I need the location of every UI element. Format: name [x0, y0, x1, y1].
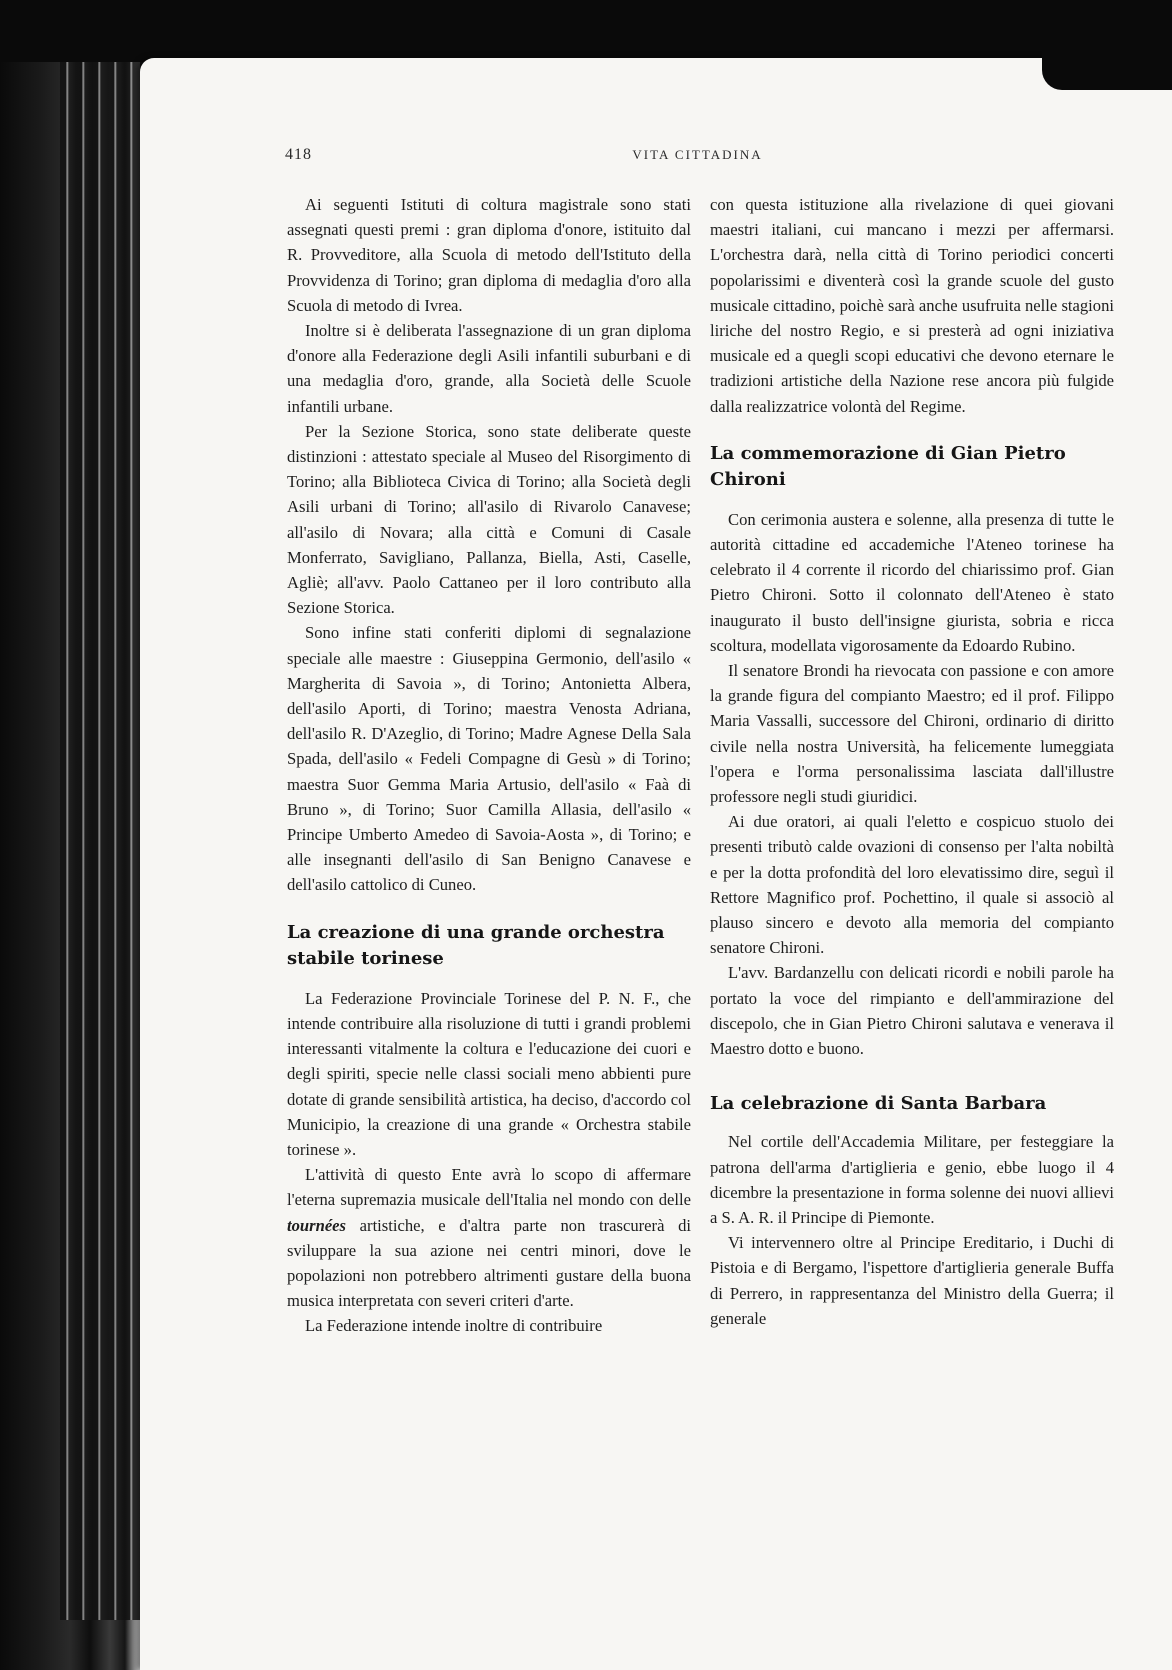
paragraph: Vi intervennero oltre al Principe Ereditario, i Duchi di Pistoia e di Bergamo, l'ispettore d'artiglieria generale Buffa di Perrero, in rappresentanza del Ministro della Guerra; il generale	[710, 1233, 1114, 1328]
paragraph: La Federazione Provinciale Torinese del P. N. F., che intende contribuire alla risoluzione di tutti i grandi problemi interessanti vitalmente la coltura e l'educazione dei cuori e degli spiriti, specie nelle classi sociali meno abbienti pure dotate di grande sensibilità artistica, ha deciso, d'accordo col Municipio, la creazione di una grande « Orchestra stabile torinese ».	[287, 988, 691, 1159]
section-heading: La celebrazione di Santa Barbara	[710, 1093, 1047, 1115]
running-title: VITA CITTADINA	[632, 147, 763, 162]
paragraph: Con cerimonia austera e solenne, alla presenza di tutte le autorità cittadine ed accademiche l'Ateneo torinese ha celebrato il 4 corrente il ricordo del chiarissimo prof. Gian Pietro Chironi. Sotto il colonnato dell'Ateneo è stato inaugurato il busto dell'insigne giurista, sobria e ricca scoltura, modellata vigorosamente da Edoardo Rubino.	[710, 509, 1114, 655]
section-heading: La creazione di una grande orchestra stabile torinese	[287, 921, 665, 969]
page-header	[285, 146, 1110, 166]
paragraph: Inoltre si è deliberata l'assegnazione di un gran diploma d'onore alla Federazione degli Asili infantili suburbani e di una medaglia d'oro, grande, alla Società delle Scuole infantili urbane.	[287, 321, 691, 416]
scan-corner-shadow	[1042, 50, 1172, 90]
paragraph: Nel cortile dell'Accademia Militare, per festeggiare la patrona dell'arma d'artiglieria e genio, ebbe luogo il 4 dicembre la presentazione in forma solenne dei nuovi allievi a S. A. R. il Principe di Piemonte.	[710, 1132, 1114, 1227]
paragraph: Per la Sezione Storica, sono state deliberate queste distinzioni : attestato speciale al Museo del Risorgimento di Torino; alla Biblioteca Civica di Torino; alla Società degli Asili urbani di Torino; all'asilo di Rivarolo Canavese; all'asilo di Novara; alla città e Comuni di Casale Monferrato, Savigliano, Pallanza, Biella, Asti, Caselle, Agliè; all'avv. Paolo Cattaneo per il loro contributo alla Sezione Storica.	[287, 421, 691, 618]
paragraph: Ai due oratori, ai quali l'eletto e cospicuo stuolo dei presenti tributò calde ovazioni di consenso per l'alta nobiltà e per la dotta profondità del loro elevatissimo dire, seguì il Rettore Magnifico prof. Pochettino, il quale si associò al plauso sincero e devoto alla memoria del compianto senatore Chironi.	[710, 812, 1114, 958]
paragraph: Sono infine stati conferiti diplomi di segnalazione speciale alle maestre : Giuseppina Germonio, dell'asilo « Margherita di Savoia », di Torino; Antonietta Albera, dell'asilo Aporti, di Torino; maestra Venosta Adriana, dell'asilo R. D'Azeglio, di Torino; Madre Agnese Della Sala Spada, dell'asilo « Fedeli Compagne di Gesù » di Torino; maestra Suor Gemma Maria Artusio, dell'asilo « Faà di Bruno », di Torino; Suor Camilla Allasia, dell'asilo « Principe Umberto Amedeo di Savoia-Aosta », di Torino; e alle insegnanti dell'asilo di San Benigno Canavese e dell'asilo cattolico di Cuneo.	[287, 623, 691, 895]
page-stack-edges	[60, 60, 145, 1620]
paragraph-text: artistiche, e d'altra parte non trascurerà di sviluppare la sua azione nei centri minori, dove le popolazioni non potrebbero altrimenti gustare della buona musica interpretata con severi criteri d'arte.	[287, 1215, 691, 1311]
section-heading: La commemorazione di Gian Pietro Chironi	[710, 442, 1066, 490]
paragraph: Il senatore Brondi ha rievocata con passione e con amore la grande figura del compianto Maestro; ed il prof. Filippo Maria Vassalli, successore del Chironi, ordinario di diritto civile nella nostra Università, ha felicemente lumeggiata l'opera e l'orma personalissima lasciata dall'illustre professore negli studi giuridici.	[710, 661, 1114, 807]
page-number: 418	[285, 146, 312, 163]
paragraph-text: L'attività di questo Ente avrà lo scopo di affermare l'eterna supremazia musicale dell'Italia nel mondo con delle	[287, 1165, 691, 1210]
paragraph: La Federazione intende inoltre di contribuire	[305, 1316, 603, 1336]
scan-top-border	[0, 0, 1172, 62]
italic-term: tournées	[287, 1215, 347, 1235]
paragraph	[287, 1162, 691, 1313]
left-column	[287, 192, 691, 1339]
paragraph: Ai seguenti Istituti di coltura magistrale sono stati assegnati questi premi : gran diploma d'onore, istituito dal R. Provveditore, alla Scuola di metodo dell'Istituto della Provvidenza di Torino; gran diploma di medaglia d'oro alla Scuola di metodo di Ivrea.	[287, 195, 691, 315]
paragraph: con questa istituzione alla rivelazione di quei giovani maestri italiani, cui mancano i mezzi per affermarsi. L'orchestra darà, nella città di Torino periodici concerti popolarissimi e diventerà così la grande scuole del gusto musicale cittadino, poichè sarà anche usufruita nelle stagioni liriche del nostro Regio, e si presterà ad ogni iniziativa musicale ed a quegli scopi educativi che devono eternare le tradizioni artistiche della Nazione rese ancora più fulgide dalla realizzatrice volontà del Regime.	[710, 195, 1114, 416]
paragraph: L'avv. Bardanzellu con delicati ricordi e nobili parole ha portato la voce del rimpianto e dell'ammirazione del discepolo, che in Gian Pietro Chironi salutava e venerava il Maestro dotto e buono.	[710, 963, 1114, 1059]
right-column	[710, 192, 1114, 1331]
